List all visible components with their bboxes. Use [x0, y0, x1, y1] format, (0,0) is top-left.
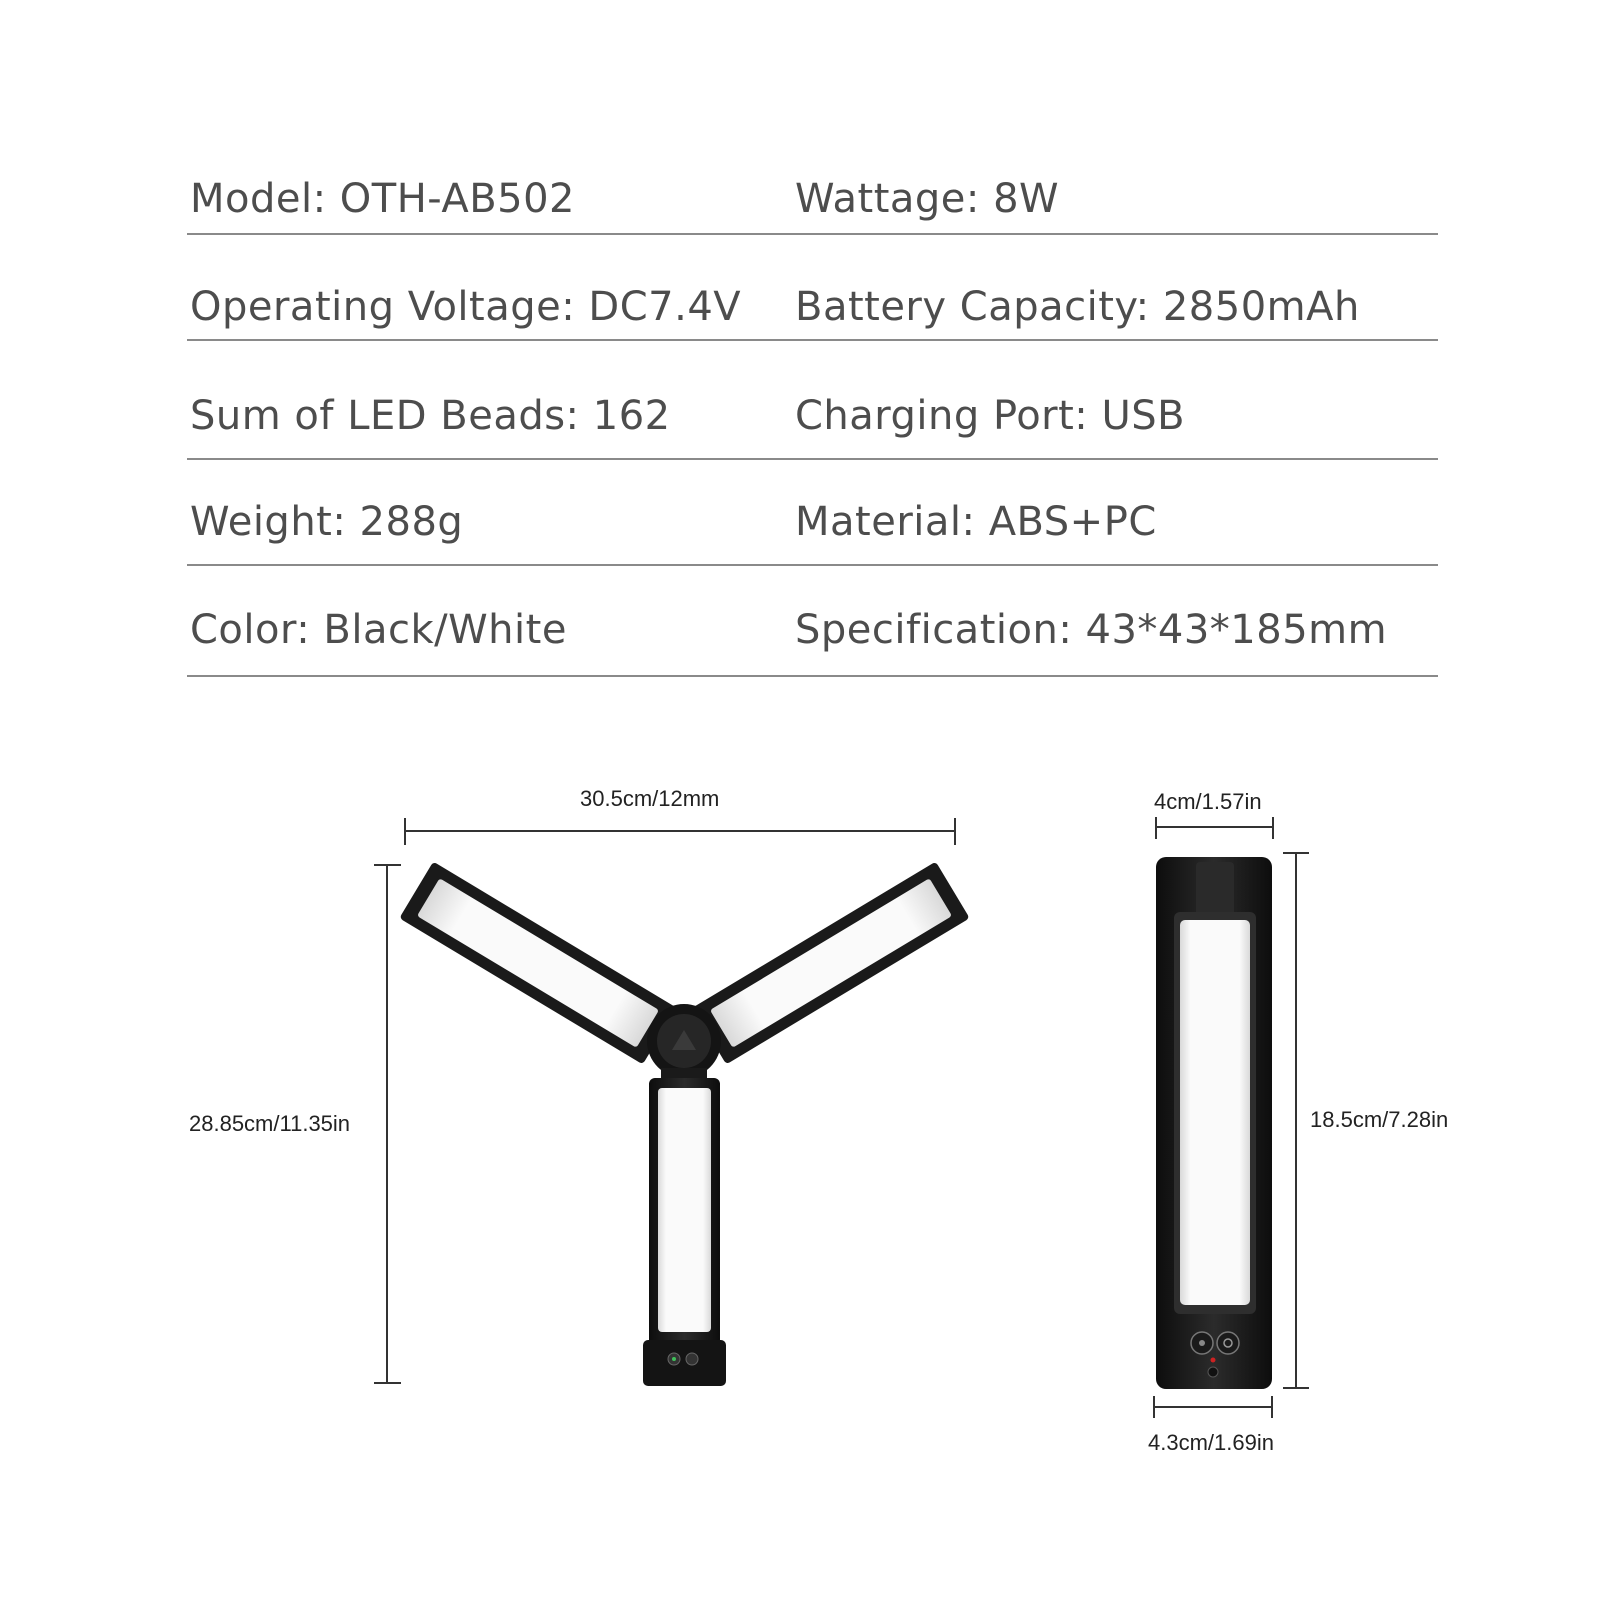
spec-specification: Specification: 43*43*185mm	[795, 607, 1388, 653]
folded-lamp	[1156, 857, 1272, 1389]
unfolded-width-label: 30.5cm/12mm	[580, 786, 720, 811]
spec-color: Color: Black/White	[190, 607, 567, 653]
unfolded-height-label: 28.85cm/11.35in	[189, 1111, 351, 1136]
bottom-light-column	[643, 1078, 726, 1386]
spec-charging-port: Charging Port: USB	[795, 393, 1186, 439]
spec-battery-capacity: Battery Capacity: 2850mAh	[795, 284, 1360, 330]
spec-wattage: Wattage: 8W	[795, 176, 1060, 222]
spec-operating-voltage: Operating Voltage: DC7.4V	[190, 284, 742, 330]
folded-height-label: 18.5cm/7.28in	[1310, 1107, 1449, 1132]
spec-weight: Weight: 288g	[190, 499, 464, 545]
usb-port	[1208, 1367, 1218, 1377]
spec-model: Model: OTH-AB502	[190, 176, 575, 222]
unfolded-lamp	[399, 862, 969, 1386]
height-dimension-line	[374, 865, 401, 1383]
spec-material: Material: ABS+PC	[795, 499, 1157, 545]
width-dimension-line	[405, 818, 955, 845]
folded-height-dimension	[1283, 853, 1309, 1388]
hinge-joint	[647, 1004, 721, 1082]
mode-button	[1217, 1332, 1239, 1354]
folded-top-width-label: 4cm/1.57in	[1154, 789, 1262, 814]
folded-base-width-label: 4.3cm/1.69in	[1148, 1430, 1274, 1455]
folded-top-width-dimension	[1156, 817, 1273, 839]
spec-led-beads: Sum of LED Beads: 162	[190, 393, 671, 439]
right-light-arm	[692, 862, 969, 1065]
left-light-arm	[399, 862, 676, 1065]
charging-indicator-led	[1211, 1358, 1216, 1363]
power-button	[1191, 1332, 1213, 1354]
folded-base-width-dimension	[1154, 1396, 1272, 1418]
